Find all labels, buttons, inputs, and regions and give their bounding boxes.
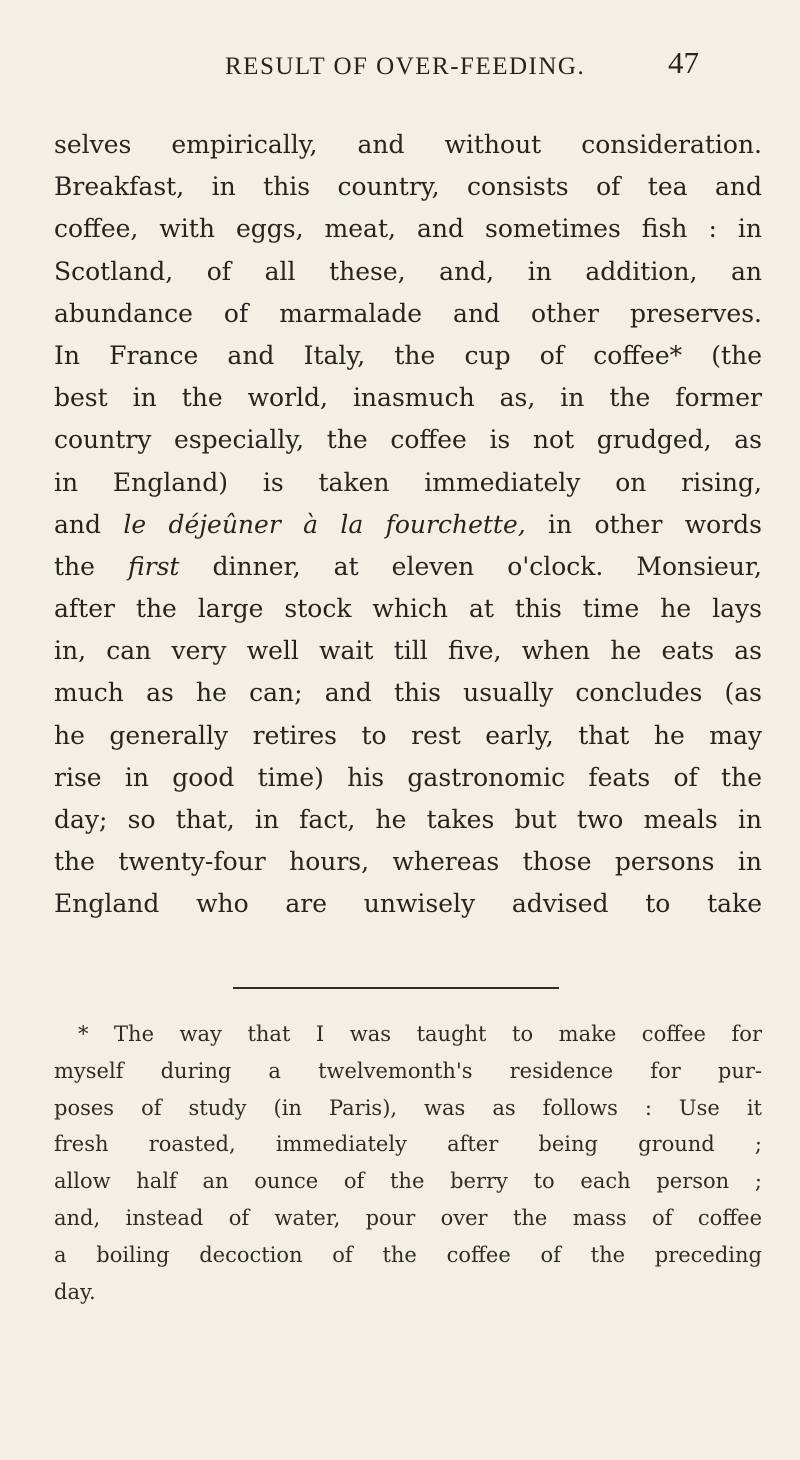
italic-word: first xyxy=(127,551,180,581)
text-line: selves empirically, and without consideration. xyxy=(54,130,762,159)
text-line: Scotland, of all these, and, in addition, an xyxy=(54,256,762,286)
running-head: RESULT OF OVER-FEEDING. xyxy=(225,53,586,80)
footnote-line: a boiling decoction of the coffee of the preceding xyxy=(54,1242,762,1267)
text-line: he generally retires to rest early, that he may xyxy=(54,720,762,750)
text-line: in England) is taken immediately on rising, xyxy=(54,467,762,497)
text-line: Breakfast, in this country, consists of tea and xyxy=(54,172,762,202)
text-line: the twenty-four hours, whereas those persons in xyxy=(54,847,762,877)
text-line: In France and Italy, the cup of coffee* (the xyxy=(54,340,762,370)
footnote-line: * The way that I was taught to make coffee for xyxy=(78,1022,762,1046)
text-run: dinner, at eleven o'clock. Monsieur, xyxy=(179,551,762,581)
footnote-line: fresh roasted, immediately after being ground ; xyxy=(54,1132,762,1157)
italic-phrase: le déjeûner à la fourchette, xyxy=(123,509,526,539)
text-line: abundance of marmalade and other preserves. xyxy=(54,298,762,328)
text-line: after the large stock which at this time he lays xyxy=(54,594,762,624)
text-run: and xyxy=(54,509,124,539)
footnote-line: day. xyxy=(54,1279,96,1304)
text-line: England who are unwisely advised to take xyxy=(54,889,762,919)
text-line: coffee, with eggs, meat, and sometimes fish : in xyxy=(54,214,762,244)
footnote-line: and, instead of water, pour over the mass of coffee xyxy=(54,1205,762,1230)
body-text xyxy=(54,124,762,926)
text-line xyxy=(54,546,762,588)
text-run: the xyxy=(54,551,128,581)
text-run: in other words xyxy=(525,509,762,539)
text-line: country especially, the coffee is not grudged, as xyxy=(54,425,762,455)
page-number: 47 xyxy=(668,45,699,80)
text-line xyxy=(54,504,762,546)
text-line: in, can very well wait till five, when he eats as xyxy=(54,636,762,666)
footnote-line: allow half an ounce of the berry to each person ; xyxy=(54,1169,762,1194)
footnote-line: poses of study (in Paris), was as follows : Use it xyxy=(54,1095,762,1120)
text-line: rise in good time) his gastronomic feats of the xyxy=(54,762,762,792)
footnote-divider xyxy=(233,987,559,989)
text-line: much as he can; and this usually concludes (as xyxy=(54,678,762,708)
footnote-line: myself during a twelvemonth's residence for pur- xyxy=(54,1058,762,1083)
text-line: day; so that, in fact, he takes but two meals in xyxy=(54,805,762,834)
footnote xyxy=(54,1016,762,1310)
text-line: best in the world, inasmuch as, in the former xyxy=(54,383,762,413)
